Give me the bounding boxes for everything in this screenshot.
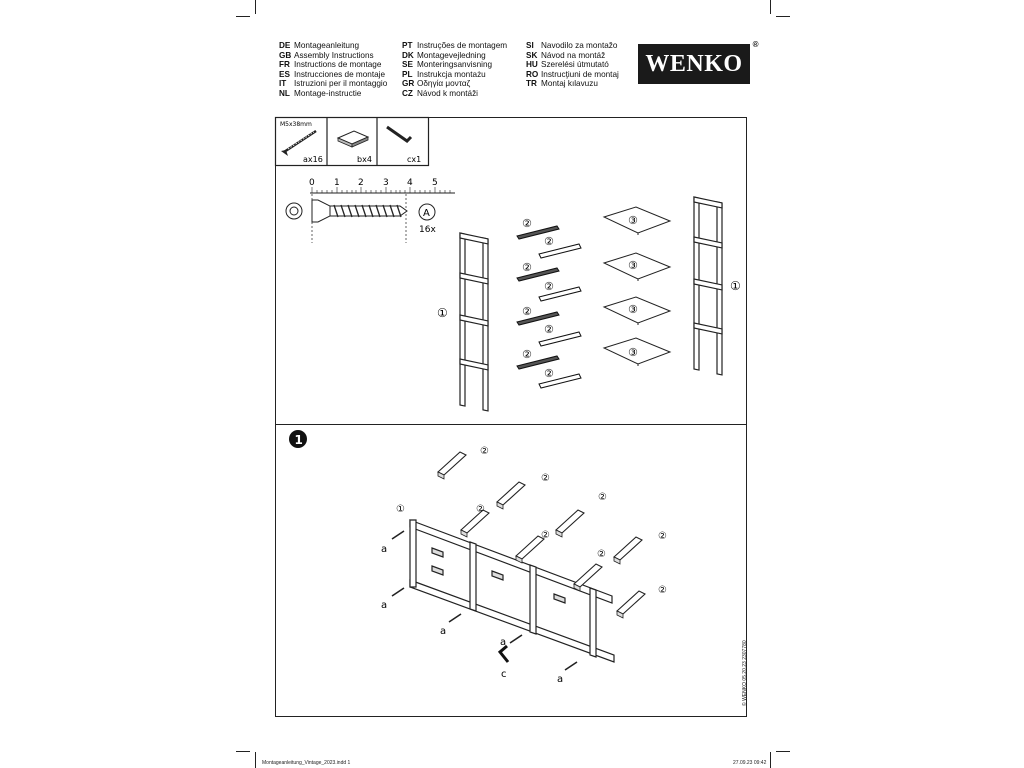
language-row: FR Instructions de montage — [279, 60, 382, 70]
language-row: HU Szerelési útmutató — [526, 60, 609, 70]
shelves-group — [604, 207, 670, 366]
language-row: PT Instruções de montagem — [402, 41, 508, 50]
language-row: TR Montaj kılavuzu — [526, 79, 598, 89]
frame-right — [694, 197, 722, 375]
language-row: CZ Návod k montáži — [402, 88, 478, 98]
language-row: DK Montagevejledning — [402, 50, 486, 60]
shelf-marker: ③ — [628, 346, 638, 359]
shelf-marker: ③ — [628, 214, 638, 227]
screw-ruler — [286, 178, 455, 243]
copyright-note: © WENKO 05.20.23 2307780 — [742, 640, 748, 706]
ruler-tick: 3 — [383, 178, 389, 188]
ruler-tick: 4 — [407, 178, 413, 188]
rail-marker: ② — [476, 504, 485, 515]
screw-icon — [281, 131, 316, 156]
language-row: NL Montage-instructie — [279, 88, 362, 98]
language-row: GB Assembly Instructions — [279, 50, 374, 60]
parts-table — [276, 118, 429, 166]
language-row: SK Návod na montáž — [526, 50, 606, 60]
step1-frame — [410, 520, 614, 662]
allen-key-icon — [387, 127, 411, 141]
footer-file: Montageanleitung_Vintage_2023.indd 1 — [262, 760, 351, 766]
language-row: IT Istruzioni per il montaggio — [279, 79, 388, 89]
wenko-logo: WENKO ® — [638, 44, 750, 84]
language-row: SE Monteringsanvisning — [402, 60, 493, 70]
frame-left — [460, 233, 488, 411]
rail-marker: ② — [544, 235, 554, 248]
rail-marker: ② — [544, 323, 554, 336]
ruler-tick: 0 — [309, 178, 315, 188]
ruler-tick: 2 — [358, 178, 364, 188]
allen-key-icon — [500, 646, 508, 662]
shelf-marker: ③ — [628, 303, 638, 316]
screw-label: a — [381, 544, 388, 555]
screw-label: a — [500, 637, 507, 648]
frame-marker: ① — [396, 504, 405, 515]
screw-quantity: 16x — [419, 225, 436, 235]
footer-date: 27.09.23 09:42 — [733, 760, 767, 766]
language-row: RO Instrucţiuni de montaj — [526, 69, 619, 79]
rail-marker: ② — [597, 549, 606, 560]
rail-marker: ② — [522, 305, 532, 318]
rail-marker: ② — [480, 446, 489, 457]
screw-actual-size — [286, 200, 407, 222]
rail-marker: ② — [522, 348, 532, 361]
rail-marker: ② — [541, 530, 550, 541]
rail-marker: ② — [544, 367, 554, 380]
rail-marker: ② — [658, 531, 667, 542]
frame-marker: ① — [437, 306, 448, 320]
rail-marker: ② — [544, 280, 554, 293]
part-c-label: cx1 — [407, 155, 422, 164]
pad-icon — [338, 131, 368, 147]
screw-label: a — [557, 674, 564, 685]
language-row: PL Instrukcja montażu — [402, 69, 486, 79]
rail-marker: ② — [522, 261, 532, 274]
part-a-label: ax16 — [303, 155, 323, 164]
language-row: DE Montageanleitung — [279, 41, 360, 50]
frame-marker: ① — [730, 279, 741, 293]
part-letter-a: A — [423, 208, 430, 219]
rail-marker: ② — [658, 585, 667, 596]
language-row: SI Navodilo za montažo — [526, 41, 618, 50]
shelf-marker: ③ — [628, 259, 638, 272]
screw-label: a — [381, 600, 388, 611]
screw-spec: M5x38mm — [280, 121, 312, 128]
ruler-tick: 5 — [432, 178, 438, 188]
rail-marker: ② — [598, 492, 607, 503]
step-number: 1 — [294, 433, 303, 447]
screw-label: a — [440, 626, 447, 637]
rail-marker: ② — [522, 217, 532, 230]
ruler-tick: 1 — [334, 178, 340, 188]
key-label: c — [501, 669, 507, 680]
rail-marker: ② — [541, 473, 550, 484]
part-b-label: bx4 — [357, 155, 372, 164]
language-row: ES Instrucciones de montaje — [279, 69, 386, 79]
language-row: GR Οδηγία μονταζ — [402, 79, 471, 89]
